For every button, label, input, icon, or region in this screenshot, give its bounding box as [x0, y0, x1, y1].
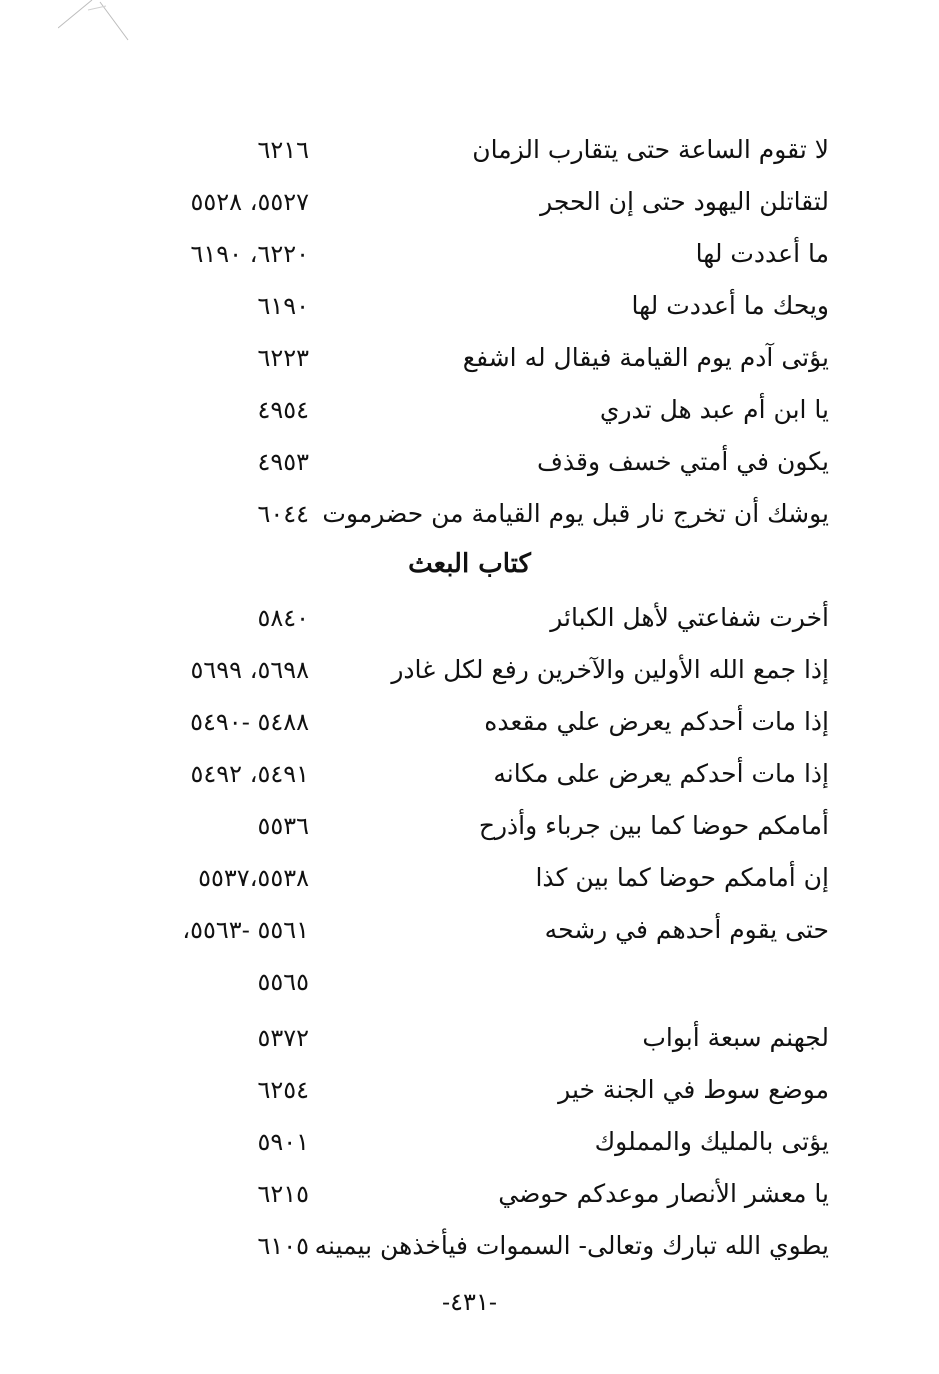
index-entry	[0, 594, 939, 646]
page-number: -٤٣١-	[442, 1288, 497, 1316]
entry-reference: ٦٢١٥	[257, 1180, 309, 1208]
index-entry	[0, 178, 939, 230]
index-entry	[0, 438, 939, 490]
entry-reference: ٥٥٦٥	[257, 968, 309, 996]
entry-reference: ٥٤٨٨ -٥٤٩٠	[190, 708, 309, 736]
corner-scan-mark	[58, 0, 138, 45]
entry-reference: ٤٩٥٤	[257, 396, 309, 424]
entry-reference: ٥٥٦١ -٥٥٦٣،	[182, 916, 309, 944]
entry-reference: ٥٥٣٧،٥٥٣٨	[198, 864, 309, 892]
entry-reference: ٦٢٥٤	[257, 1076, 309, 1104]
index-entry	[0, 282, 939, 334]
index-entry	[0, 1066, 939, 1118]
entry-text: لا تقوم الساعة حتى يتقارب الزمان	[472, 135, 829, 164]
entry-reference: ٦١٠٥	[257, 1232, 309, 1260]
index-entry	[0, 230, 939, 282]
index-entry	[0, 1222, 939, 1274]
entry-text: حتى يقوم أحدهم في رشحه	[544, 915, 829, 944]
entry-text: إذا مات أحدكم يعرض على مكانه	[493, 759, 829, 788]
index-entry	[0, 490, 939, 542]
entry-text: أخرت شفاعتي لأهل الكبائر	[550, 603, 829, 632]
entry-text: يا معشر الأنصار موعدكم حوضي	[498, 1179, 829, 1208]
entry-reference: ٥٥٣٦	[257, 812, 309, 840]
entry-text: ويحك ما أعددت لها	[631, 291, 829, 320]
entry-text: إذا مات أحدكم يعرض علي مقعده	[484, 707, 829, 736]
hadith-index	[0, 126, 939, 1274]
index-entry	[0, 386, 939, 438]
entry-text: موضع سوط في الجنة خير	[558, 1075, 829, 1104]
entry-text: لتقاتلن اليهود حتى إن الحجر	[540, 187, 829, 216]
entry-reference: ٦١٩٠	[257, 292, 309, 320]
index-entry	[0, 1014, 939, 1066]
entry-text: يا ابن أم عبد هل تدري	[599, 395, 829, 424]
entry-text: أمامكم حوضا كما بين جرباء وأذرح	[478, 811, 829, 840]
entry-text: يكون في أمتي خسف وقذف	[536, 447, 829, 476]
entry-reference: ٥٥٢٧، ٥٥٢٨	[190, 188, 309, 216]
entry-reference: ٦٢٢٣	[257, 344, 309, 372]
entry-reference: ٥٣٧٢	[257, 1024, 309, 1052]
entry-text: يوشك أن تخرج نار قبل يوم القيامة من حضرموت	[322, 499, 829, 528]
entry-text: يؤتى بالمليك والمملوك	[594, 1127, 829, 1156]
entry-text: لجهنم سبعة أبواب	[642, 1023, 829, 1052]
index-entry	[0, 906, 939, 958]
index-entry	[0, 698, 939, 750]
index-entry	[0, 1170, 939, 1222]
entry-text: يطوي الله تبارك وتعالى- السموات فيأخذهن بيمينه	[314, 1231, 829, 1260]
index-entry	[0, 750, 939, 802]
entry-reference: ٥٦٩٨، ٥٦٩٩	[190, 656, 309, 684]
entry-text: إن أمامكم حوضا كما بين كذا	[535, 863, 829, 892]
section-heading: كتاب البعث	[408, 549, 531, 579]
entry-text: إذا جمع الله الأولين والآخرين رفع لكل غادر	[391, 655, 829, 684]
entry-reference: ٦٢١٦	[257, 136, 309, 164]
index-entry-continuation	[0, 958, 939, 1014]
entry-reference: ٦٠٤٤	[257, 500, 309, 528]
entry-reference: ٤٩٥٣	[257, 448, 309, 476]
entry-reference: ٥٤٩١، ٥٤٩٢	[190, 760, 309, 788]
entry-text: ما أعددت لها	[695, 239, 829, 268]
index-entry	[0, 646, 939, 698]
index-entry	[0, 334, 939, 386]
entry-text: يؤتى آدم يوم القيامة فيقال له اشفع	[462, 343, 829, 372]
section-heading-row	[0, 542, 939, 594]
index-entry	[0, 126, 939, 178]
entry-reference: ٦٢٢٠، ٦١٩٠	[190, 240, 309, 268]
index-entry	[0, 802, 939, 854]
entry-reference: ٥٩٠١	[257, 1128, 309, 1156]
index-entry	[0, 854, 939, 906]
index-entry	[0, 1118, 939, 1170]
entry-reference: ٥٨٤٠	[257, 604, 309, 632]
